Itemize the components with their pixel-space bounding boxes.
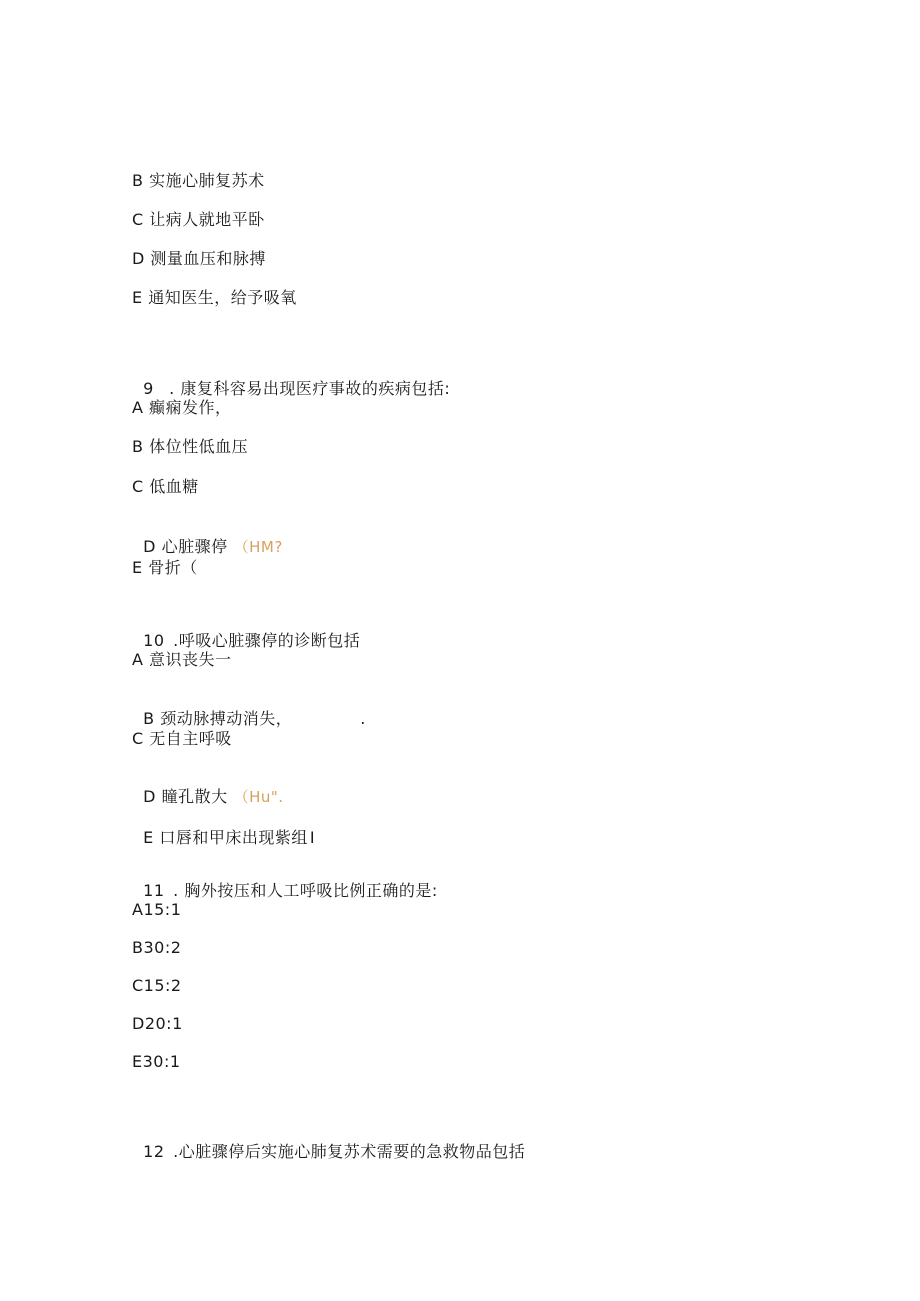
q8-option-c: C 让病人就地平卧 [132,210,265,229]
q9-number: 9 [143,379,154,398]
q8-option-b: B 实施心肺复苏术 [132,171,265,190]
q12-number: 12 [143,1142,165,1161]
q10-option-d-text: D 瞳孔散大 [143,787,228,806]
q10-option-e-mark: I [309,828,316,847]
q11-stem-text: . 胸外按压和人工呼吸比例正确的是: [173,881,438,900]
q10-option-e-text: E 口唇和甲床出现紫组 [143,828,308,847]
q10-option-b-text: B 颈动脉搏动消失， [143,709,293,728]
q9-option-d-note: （HM? [233,538,283,556]
q9-option-b: B 体位性低血压 [132,437,249,456]
q9-option-e: E 骨折（ [132,558,198,577]
q11-option-b: B30:2 [132,938,182,957]
q10-stem [132,611,360,651]
q9-option-d [132,517,283,557]
q8-option-d: D 测量血压和脉搏 [132,249,266,268]
q9-stem [132,359,450,399]
q11-option-a: A15:1 [132,900,182,919]
q11-option-d: D20:1 [132,1014,183,1033]
q11-stem [132,861,438,901]
q11-number: 11 [143,881,165,900]
q9-option-d-text: D 心脏骤停 [143,537,228,556]
q10-option-d [132,767,284,807]
q10-option-e [132,808,315,848]
q10-option-a: A 意识丧失一 [132,650,232,669]
q10-option-b-trail: . [360,709,366,728]
q10-option-b [132,689,366,729]
q11-option-e: E30:1 [132,1052,181,1071]
q10-number: 10 [143,631,165,650]
q9-stem-text: . 康复科容易出现医疗事故的疾病包括: [169,379,451,398]
q9-option-c: C 低血糖 [132,477,199,496]
q12-stem-text: .心脏骤停后实施心肺复苏术需要的急救物品包括 [173,1142,526,1161]
q11-option-c: C15:2 [132,976,182,995]
q10-option-d-note: （Hu". [233,788,284,806]
q10-stem-text: .呼吸心脏骤停的诊断包括 [173,631,361,650]
q8-option-e: E 通知医生，给予吸氧 [132,288,297,307]
q12-stem [132,1122,525,1162]
q10-option-c: C 无自主呼吸 [132,729,232,748]
q9-option-a: A 癫痫发作， [132,398,232,417]
